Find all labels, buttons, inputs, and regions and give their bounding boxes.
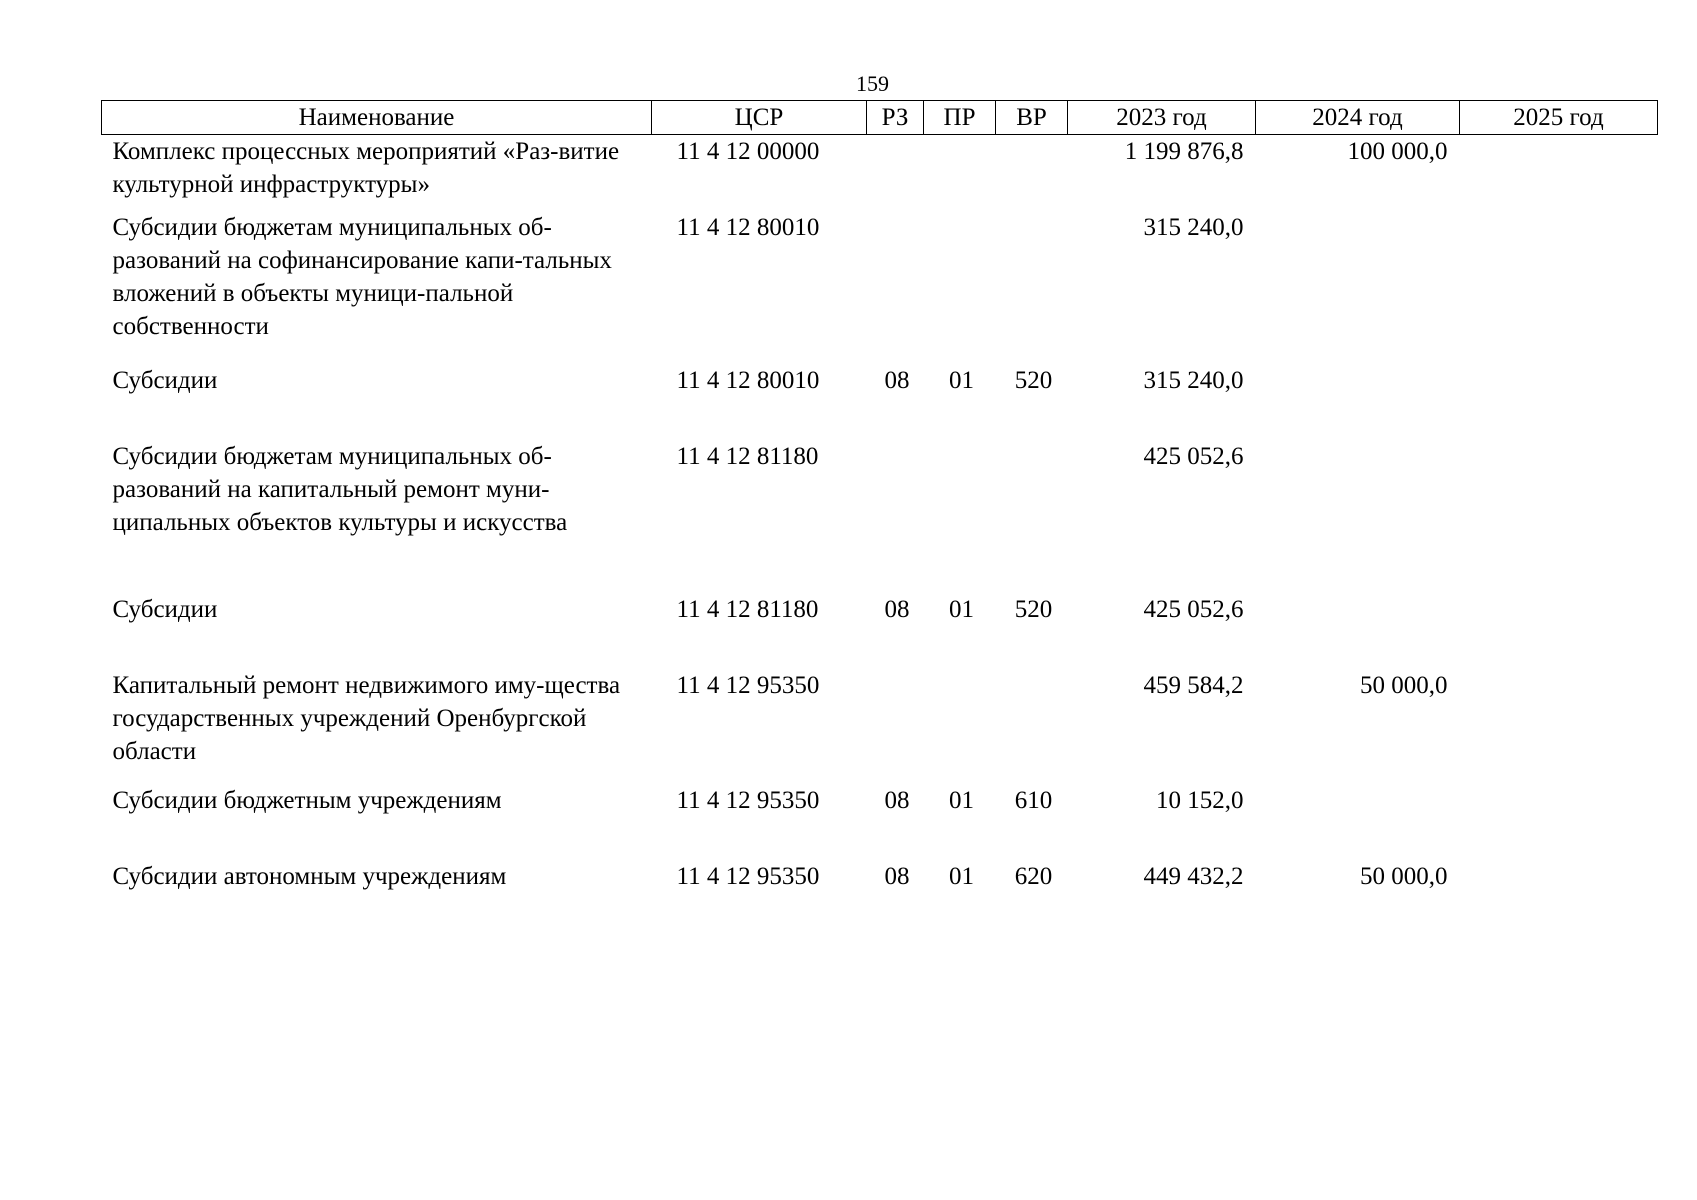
- row-2023: 459 584,2: [1143, 672, 1244, 699]
- row-pr: [924, 135, 996, 212]
- row-2024: 100 000,0: [1347, 138, 1448, 165]
- row-2023: 315 240,0: [1143, 214, 1244, 241]
- row-pr: 01: [949, 367, 974, 394]
- budget-table: [101, 100, 1658, 936]
- row-2024: [1256, 211, 1460, 364]
- row-2023: 1 199 876,8: [1124, 138, 1244, 165]
- row-csr: 11 4 12 80010: [676, 367, 820, 394]
- row-2025: [1460, 669, 1658, 784]
- row-pr: [924, 440, 996, 593]
- row-vr: [996, 440, 1068, 593]
- row-csr: 11 4 12 81180: [676, 596, 819, 623]
- row-2024: [1256, 364, 1460, 440]
- table-row: [102, 593, 1658, 669]
- row-2023: 425 052,6: [1143, 443, 1244, 470]
- row-csr: 11 4 12 95350: [676, 672, 820, 699]
- row-name: Комплекс процессных мероприятий «Раз-витие культурной инфраструктуры»: [112, 138, 620, 198]
- header-2023: 2023 год: [1068, 101, 1256, 135]
- row-2024: [1256, 440, 1460, 593]
- row-2023: 449 432,2: [1143, 863, 1244, 890]
- row-pr: [924, 669, 996, 784]
- row-name: Капитальный ремонт недвижимого иму-щества государственных учреждений Оренбургской области: [112, 672, 621, 765]
- row-2025: [1460, 135, 1658, 212]
- row-name: Субсидии автономным учреждениям: [112, 863, 507, 890]
- header-vr: ВР: [996, 101, 1068, 135]
- row-csr: 11 4 12 00000: [676, 138, 820, 165]
- table-row: [102, 784, 1658, 860]
- row-pr: 01: [949, 596, 974, 623]
- table-row: [102, 135, 1658, 212]
- row-2023: 315 240,0: [1143, 367, 1244, 394]
- header-pr: ПР: [924, 101, 996, 135]
- row-vr: 610: [1014, 787, 1053, 814]
- row-2024: 50 000,0: [1360, 863, 1448, 890]
- row-pr: 01: [949, 787, 974, 814]
- row-2023: 425 052,6: [1143, 596, 1244, 623]
- header-csr: ЦСР: [652, 101, 867, 135]
- row-2025: [1460, 593, 1658, 669]
- row-rz: [867, 135, 924, 212]
- row-rz: 08: [884, 596, 910, 623]
- page-number: 159: [856, 71, 889, 96]
- header-name: Наименование: [102, 101, 652, 135]
- header-2024: 2024 год: [1256, 101, 1460, 135]
- row-2023: 10 152,0: [1156, 787, 1244, 814]
- row-csr: 11 4 12 95350: [676, 787, 820, 814]
- row-name: Субсидии: [112, 596, 218, 623]
- row-rz: [867, 440, 924, 593]
- table-row: [102, 364, 1658, 440]
- row-2025: [1460, 364, 1658, 440]
- row-2024: [1256, 593, 1460, 669]
- row-vr: 520: [1014, 596, 1053, 623]
- row-csr: 11 4 12 95350: [676, 863, 820, 890]
- table-header-row: [102, 101, 1658, 135]
- row-rz: 08: [884, 863, 910, 890]
- row-name: Субсидии бюджетам муниципальных об-разований на софинансирование капи-тальных вложений в объекты муници-пальной собственности: [112, 214, 612, 340]
- row-rz: [867, 211, 924, 364]
- table-row: [102, 669, 1658, 784]
- row-vr: 520: [1014, 367, 1053, 394]
- row-csr: 11 4 12 81180: [676, 443, 819, 470]
- row-2025: [1460, 211, 1658, 364]
- row-pr: 01: [949, 863, 974, 890]
- row-2024: [1256, 784, 1460, 860]
- row-pr: [924, 211, 996, 364]
- header-2025: 2025 год: [1460, 101, 1658, 135]
- table-row: [102, 860, 1658, 936]
- row-name: Субсидии бюджетам муниципальных об-разований на капитальный ремонт муни-ципальных объектов культуры и искусства: [112, 443, 568, 536]
- row-name: Субсидии бюджетным учреждениям: [112, 787, 502, 814]
- table-row: [102, 440, 1658, 593]
- row-csr: 11 4 12 80010: [676, 214, 820, 241]
- row-2025: [1460, 860, 1658, 936]
- row-name: Субсидии: [112, 367, 218, 394]
- row-2024: 50 000,0: [1360, 672, 1448, 699]
- row-rz: [867, 669, 924, 784]
- row-2025: [1460, 784, 1658, 860]
- row-vr: 620: [1014, 863, 1053, 890]
- row-vr: [996, 135, 1068, 212]
- row-vr: [996, 669, 1068, 784]
- row-rz: 08: [884, 787, 910, 814]
- row-vr: [996, 211, 1068, 364]
- row-2025: [1460, 440, 1658, 593]
- header-rz: РЗ: [867, 101, 924, 135]
- row-rz: 08: [884, 367, 910, 394]
- table-row: [102, 211, 1658, 364]
